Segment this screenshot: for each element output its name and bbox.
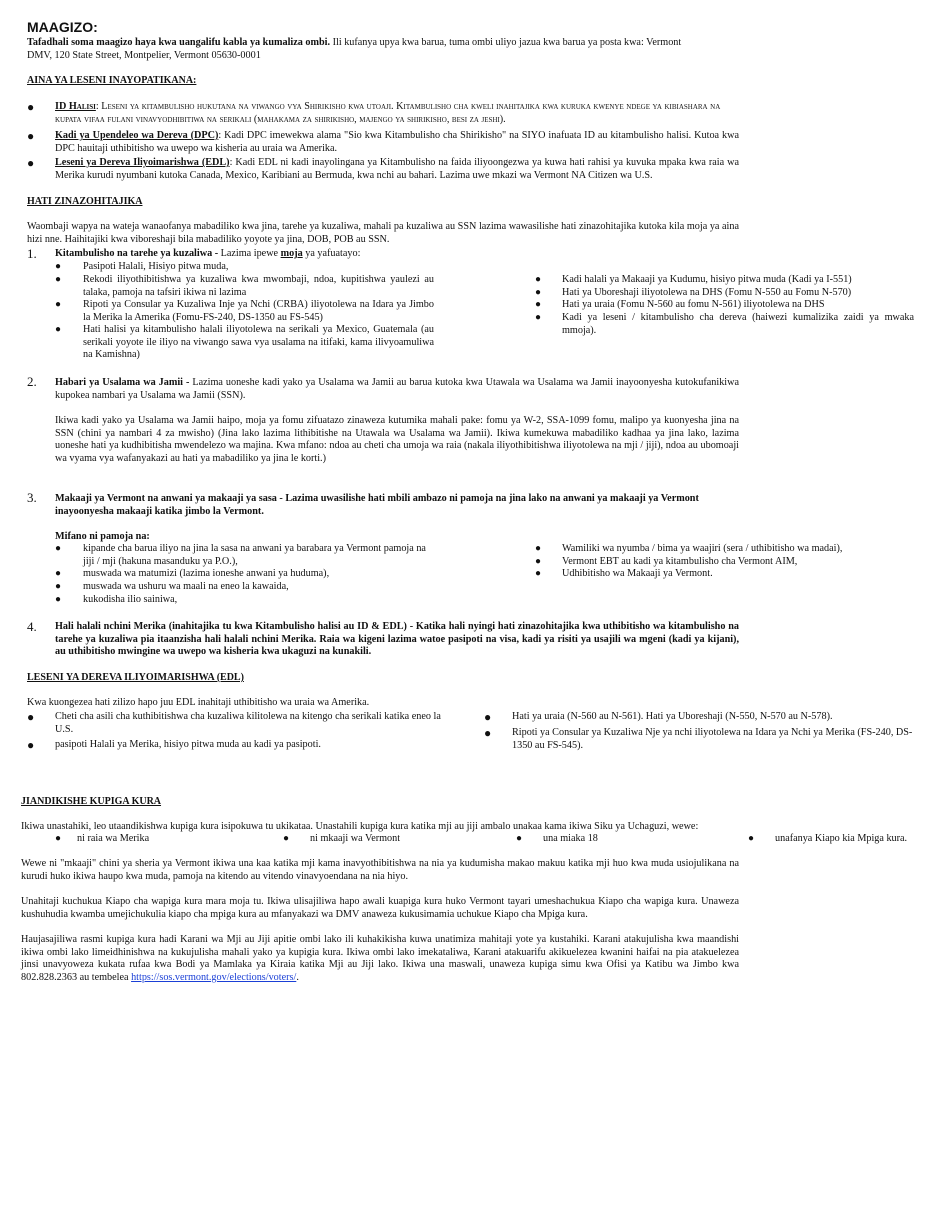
section-2-alternatives: Ikiwa kadi yako ya Usalama wa Jamii haipo, moja ya fomu zifuatazo zinaweza kutumika mahali pake: fomu ya W-2, SSA-1099 fomu, malipo ya kuonyesha jina na SSN (chini ya nambari 4 za mwisho) (Jina lako lazima lithibitishe na Utawala wa Usalama wa Jamii). Ikiwa kumekuwa mabadiliko kadhaa ya jina lako, lazima uoneshe hati ya kudhibitisha mwendelezo wa majina. Kwa mfano: ndoa au cheti cha umoja wa raia (nakala iliyothibitishwa iliyotolewa na mji / jiji), ndoa au ubomoaji wa vyama vya wafanyakazi au hati ya mabadiliko ya jina le korti.)	[55, 415, 739, 464]
list-item: Pasipoti Halali, Hisiyo pitwa muda,	[83, 261, 229, 272]
voter-criterion: unafanya Kiapo kia Mpiga kura.	[775, 833, 908, 844]
license-type-label: Kadi ya Upendeleo wa Dereva (DPC)	[55, 130, 219, 141]
bullet-icon: ●	[27, 156, 35, 170]
license-type-real-id	[55, 101, 739, 126]
list-item: muswada wa ushuru wa maali na eneo la kawaida,	[83, 581, 289, 592]
list-item: Hati halisi ya kitambulisho halali iliyotolewa na serikali ya Mexico, Guatemala (au serikali yoyote ile iliyo na viwango sawa vya usalama na itifaki, kama ilivyoamuliwa na Kamishna)	[83, 324, 434, 361]
bullet-icon: ●	[535, 556, 542, 567]
list-item: Udhibitisho wa Makaaji ya Vermont.	[562, 568, 713, 579]
required-docs-heading: HATI ZINAZOHITAJIKA	[27, 196, 143, 207]
required-docs-intro: Waombaji wapya na wateja wanaofanya mabadiliko kwa jina, tarehe ya kuzaliwa, mahali pa kuzaliwa au SSN lazima wawasilishe hati zinazohitajika kutoka kila moja ya aina hizi nne. Haihitajiki kwa viboreshaji bila mabadiliko yoyote ya jina, DOB, POB au SSN.	[27, 221, 739, 245]
bullet-icon: ●	[55, 261, 62, 272]
bullet-icon: ●	[535, 568, 542, 579]
mailing-address: DMV, 120 State Street, Montpelier, Vermont 05630-0001	[27, 49, 261, 61]
bullet-icon: ●	[535, 543, 542, 554]
bullet-icon: ●	[27, 710, 35, 724]
intro-rest: Ili kufanya upya kwa barua, tuma ombi uliyo jazua kwa barua ya posta kwa: Vermont	[332, 37, 682, 48]
bullet-icon: ●	[484, 710, 492, 724]
voter-registration-end: .	[296, 971, 299, 983]
page-title: MAAGIZO:	[27, 19, 98, 35]
section-1-emphasis: moja	[280, 248, 303, 259]
list-item: Kadi halali ya Makaaji ya Kudumu, hisiyo pitwa muda (Kadi ya I-551)	[562, 274, 852, 285]
list-item: Ripoti ya Consular ya Kuzaliwa Nje ya nchi iliyotolewa na Idara ya Nchi ya Merika (FS-240, DS-1350 au FS-545).	[512, 727, 913, 751]
voter-registration-paragraph	[21, 934, 739, 984]
bullet-icon: ●	[283, 833, 290, 844]
bullet-icon: ●	[55, 568, 62, 579]
voter-oath-paragraph: Unahitaji kuchukua Kiapo cha wapiga kura mara moja tu. Ikiwa ulisajiliwa hapo awali kuapiga kura huko Vermont tayari umeshachukua Kiapo cha wapiga kura. Unaweza kushuhudia kwamba umejichukulia kiapo cha mpiga kura au mfanyakazi wa DMV anaweza kukusimamia uchukue Kiapo cha Mpiga kura.	[21, 896, 739, 920]
section-4-text: Hali halali nchini Merika (inahitajika tu kwa Kitambulisho halisi au ID & EDL) - Katika hali nyingi hati zinazohitajika kwa uthibitisho wa kitambulisho na tarehe ya kuzaliwa pia itaanzisha hali halali nchini Merika. Raia wa kigeni lazima watoe pasipoti na visa, kadi ya risiti ya usajili wa mgeni (kadi ya kijani), au uthibitisho mwingine wa uwepo wa kisheria kwa ukaguzi na kunakili.	[55, 621, 739, 658]
section-2-title-bold: Habari ya Usalama wa Jamii -	[55, 377, 190, 388]
elections-link[interactable]: https://sos.vermont.gov/elections/voters/	[131, 971, 297, 983]
bullet-icon: ●	[484, 726, 492, 740]
license-type-text: : Kadi EDL ni kadi inayolingana ya Kitambulisho na faida iliyoongezwa ya kuwa hati rahisi ya kuvuka mpaka kwa raia wa Merika kurudi nyumbani kutoka Canada, Mexico, Karibiani au Bermuda, kwa nchi au bahari. Lazima uwe mkazi wa Vermont NA Citizen wa U.S.	[55, 157, 739, 181]
section-number: 3.	[27, 490, 37, 505]
section-1-text: Lazima ipewe	[218, 248, 281, 259]
list-item: kukodisha ilio sainiwa,	[83, 594, 178, 605]
bullet-icon: ●	[27, 100, 35, 114]
bullet-icon: ●	[27, 738, 35, 752]
section-number: 1.	[27, 246, 37, 261]
section-1-title-bold: Kitambulisho na tarehe ya kuzaliwa -	[55, 248, 219, 259]
voter-criterion: ni raia wa Merika	[77, 833, 150, 844]
list-item: Kadi ya leseni / kitambulisho cha dereva (haiwezi kumalizika zaidi ya mwaka mmoja).	[562, 312, 914, 336]
bullet-icon: ●	[55, 833, 62, 844]
list-item: Hati ya uraia (Fomu N-560 au fomu N-561) iliyotolewa na DHS	[562, 299, 825, 310]
edl-intro: Kwa kuongezea hati zilizo hapo juu EDL inahitaji uthibitisho wa uraia wa Amerika.	[27, 697, 370, 708]
bullet-icon: ●	[535, 299, 542, 310]
intro-bold: Tafadhali soma maagizo haya kwa uangalifu kabla ya kumaliza ombi.	[27, 37, 331, 48]
license-types-heading: AINA YA LESENI INAYOPATIKANA:	[27, 75, 197, 86]
list-item: Rekodi iliyothibitishwa ya kuzaliwa kwa mwombaji, ndoa, kupitishwa yaulezi au talaka, pamoja na tafsiri ikiwa ni lazima	[83, 274, 434, 298]
list-item: pasipoti Halali ya Merika, hisiyo pitwa muda au kadi ya pasipoti.	[55, 739, 321, 750]
list-item: Vermont EBT au kadi ya kitambulisho cha Vermont AIM,	[562, 556, 798, 567]
bullet-icon: ●	[535, 312, 542, 323]
voter-resident-paragraph: Wewe ni "mkaaji" chini ya sheria ya Vermont ikiwa una kaa katika mji kama inavyothibitishwa na nia ya kudumisha makao makuu katika mji huo kwa muda usiojulikana na kurudi huko ikiwa haupo kwa muda, pamoja na kitendo au vitendo vinavyoendana na nia hiyo.	[21, 858, 739, 882]
list-item: Ripoti ya Consular ya Kuzaliwa Inje ya Nchi (CRBA) iliyotolewa na Idara ya Jimbo la Merika la Amerika (Fomu-FS-240, DS-1350 au FS-545)	[83, 299, 434, 323]
license-type-text: : Leseni ya kitambulisho hukutana na viwango vya Shirikisho kwa utoaji. Kitambulisho cha kweli inahitajika kwa kuruka kwenye ndege ya kibiashara na kupata vifaa fulani vinavyodhibitiwa na serikali (mahakama za shirikisho, majengo ya shirikisho, besi za jeshi).	[55, 101, 721, 125]
bullet-icon: ●	[55, 581, 62, 592]
bullet-icon: ●	[55, 274, 62, 285]
voter-registration-text: Haujasajiliwa rasmi kupiga kura hadi Karani wa Mji au Jiji apitie ombi lako ili kuhakikisha kuwa unatimiza mahitaji yote ya kustahiki. Karani atakujulisha kwa maandishi ikiwa ombi lako limeidhinishwa na kukujulisha mahali yako ya kupigia kura. Ikiwa ombi lako imekataliwa, Karani atakuarifu akikuelezea kwanini haifai na pia atakuelezea jinsi unavyoweza kukata rufaa kwa Bodi ya Mamlaka ya Kiraia katika Mji au Jiji lako. Ikiwa una maswali, unaweza kupiga simu kwa Ofisi ya Katibu wa Jimbo kwa 802.828.2363 au tembelea	[21, 934, 739, 983]
edl-heading: LESENI YA DEREVA ILIYOIMARISHWA (EDL)	[27, 672, 244, 683]
license-type-label: Leseni ya Dereva Iliyoimarishwa (EDL)	[55, 157, 230, 168]
section-2-title	[55, 377, 739, 402]
license-type-edl	[55, 157, 739, 182]
list-item: Cheti cha asili cha kuthibitishwa cha kuzaliwa kilitolewa na kitengo cha serikali katika eneo la U.S.	[55, 711, 441, 735]
voter-intro: Ikiwa unastahiki, leo utaandikishwa kupiga kura isipokuwa tu ukikataa. Unastahili kupiga kura katika mji au jiji ambalo unakaa kama ikiwa Siku ya Uchaguzi, wewe:	[21, 821, 699, 832]
license-type-dpc	[55, 130, 739, 155]
bullet-icon: ●	[55, 324, 62, 335]
list-item: Hati ya Uboreshaji iliyotolewa na DHS (Fomu N-550 au Fomu N-570)	[562, 287, 852, 298]
section-1-title	[55, 248, 739, 261]
section-number: 2.	[27, 374, 37, 389]
section-1-text-end: ya yafuatayo:	[302, 248, 361, 259]
voter-criterion: una miaka 18	[543, 833, 598, 844]
bullet-icon: ●	[27, 129, 35, 143]
list-item: Hati ya uraia (N-560 au N-561). Hati ya Uboreshaji (N-550, N-570 au N-578).	[512, 711, 833, 722]
bullet-icon: ●	[55, 543, 62, 554]
license-type-label: ID Halisi	[55, 101, 96, 112]
voter-heading: JIANDIKISHE KUPIGA KURA	[21, 796, 162, 807]
list-item: Wamiliki wa nyumba / bima ya waajiri (sera / uthibitisho wa madai),	[562, 543, 843, 554]
list-item: muswada wa matumizi (lazima ioneshe anwani ya huduma),	[83, 568, 330, 579]
intro-paragraph	[27, 37, 739, 62]
bullet-icon: ●	[535, 274, 542, 285]
bullet-icon: ●	[516, 833, 523, 844]
list-item: kipande cha barua iliyo na jina la sasa na anwani ya barabara ya Vermont pamoja na jiji / mji (hakuna masanduku ya P.O.),	[83, 543, 426, 567]
section-number: 4.	[27, 619, 37, 634]
bullet-icon: ●	[55, 594, 62, 605]
bullet-icon: ●	[55, 299, 62, 310]
examples-label: Mifano ni pamoja na:	[55, 531, 150, 542]
section-3-title: Makaaji ya Vermont na anwani ya makaaji ya sasa - Lazima uwasilishe hati mbili ambazo ni pamoja na jina lako na anwani ya makaaji ya Vermont inayoonyesha makaaji katika jimbo la Vermont.	[55, 493, 699, 517]
license-type-text: : Kadi DPC imewekwa alama "Sio kwa Kitambulisho cha Shirikisho" na SIYO inafuata ID au kitambulisho halisi. Kutoa kwa DPC hauitaji uthibitisho wa uwepo wa kisheria au uraia wa Amerika.	[55, 130, 739, 154]
bullet-icon: ●	[535, 287, 542, 298]
voter-criterion: ni mkaaji wa Vermont	[310, 833, 401, 844]
bullet-icon: ●	[748, 833, 755, 844]
section-2-text: Lazima uoneshe kadi yako ya Usalama wa Jamii au barua kutoka kwa Utawala wa Usalama wa Jamii inayoonyesha kutokufanikiwa kupokea nambari ya Usalama wa Jamii (SSN).	[55, 377, 739, 401]
